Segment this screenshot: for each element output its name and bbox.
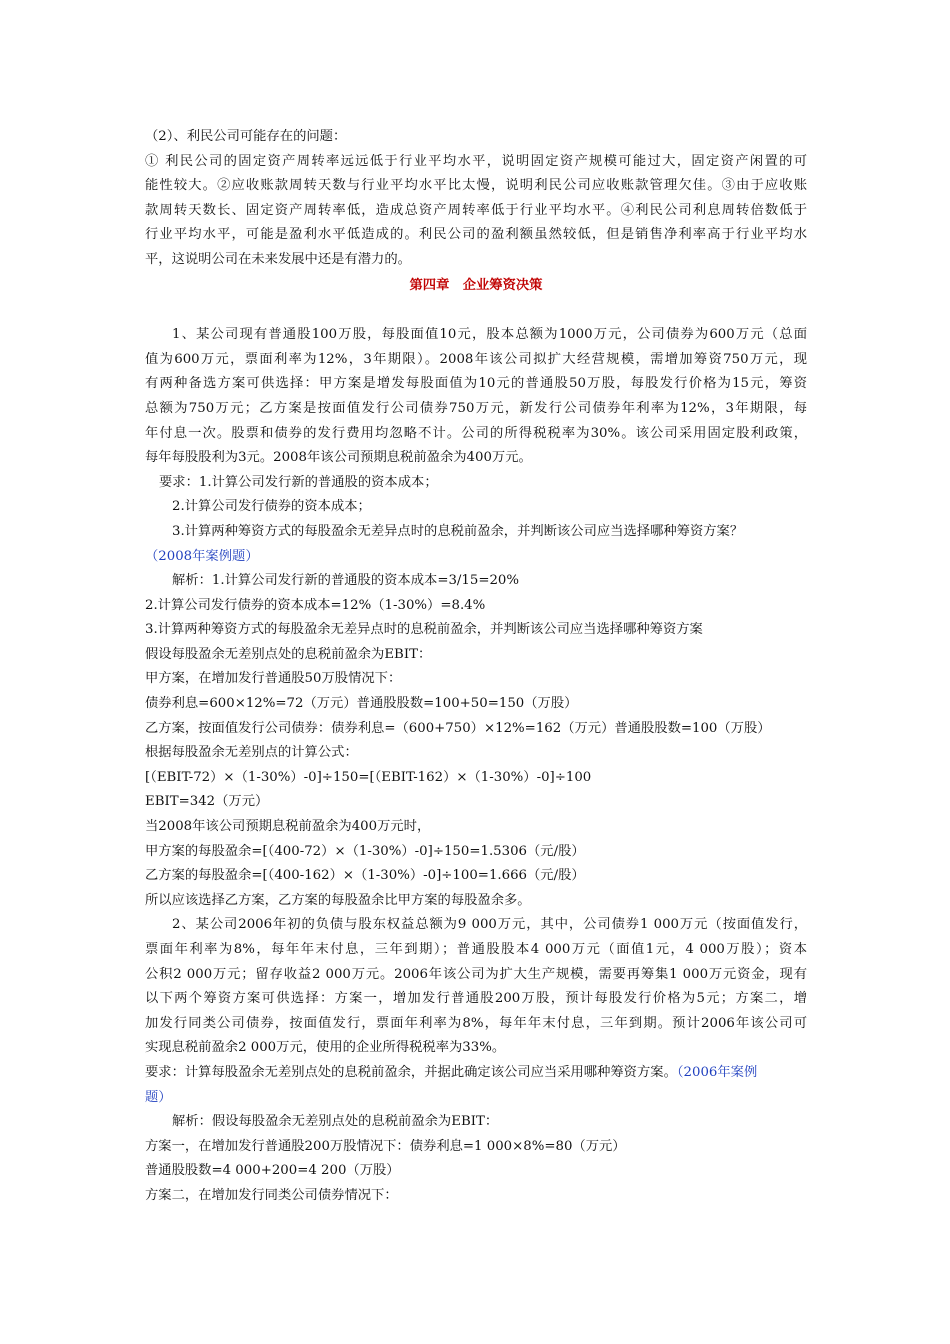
- requirement-line: 3.计算两种筹资方式的每股盈余无差异点时的息税前盈余，并判断该公司应当选择哪种筹资方案？: [172, 523, 744, 539]
- answer-line: 假设每股盈余无差别点处的息税前盈余为EBIT：: [145, 646, 432, 662]
- document-page: [145, 125, 807, 1209]
- paragraph-line: 款周转天数长、固定资产周转率低，造成总资产周转率低于行业平均水平。④利民公司利息周转倍数低于: [145, 202, 807, 218]
- paragraph-line: 平，这说明公司在未来发展中还是有潜力的。: [145, 251, 411, 267]
- requirement-line: 2.计算公司发行债券的资本成本；: [172, 499, 371, 515]
- question-line: 2、某公司2006年初的负债与股东权益总额为9 000万元，其中，公司债券1 000万元（按面值发行，: [172, 917, 807, 933]
- question-line: 1、某公司现有普通股100万股，每股面值10元，股本总额为1000万元，公司债券为600万元（总面: [172, 327, 807, 343]
- question-line: 每年每股股利为3元。2008年该公司预期息税前盈余为400万元。: [145, 450, 532, 466]
- section-heading: （2）、利民公司可能存在的问题：: [145, 129, 347, 144]
- question-line: 以下两个筹资方案可供选择：方案一，增加发行普通股200万股，预计每股发行价格为5元；方案二，增: [145, 991, 807, 1007]
- answer-line: 当2008年该公司预期息税前盈余为400万元时，: [145, 819, 431, 835]
- paragraph-line: ① 利民公司的固定资产周转率远远低于行业平均水平，说明固定资产规模可能过大，固定资产闲置的可: [145, 153, 807, 169]
- paragraph-line: 能性较大。②应收账款周转天数与行业平均水平比太慢，说明利民公司应收账款管理欠佳。③由于应收账: [145, 178, 807, 194]
- answer-line: 3.计算两种筹资方式的每股盈余无差异点时的息税前盈余，并判断该公司应当选择哪种筹资方案: [145, 622, 703, 638]
- formula-line: [（EBIT-72）×（1-30%）-0]÷150=[（EBIT-162）×（1-30%）-0]÷100: [145, 769, 592, 785]
- answer-line: 乙方案，按面值发行公司债券：债券利息=（600+750）×12%=162（万元）普通股股数=100（万股）: [145, 720, 771, 736]
- source-note: （2008年案例题）: [145, 548, 259, 564]
- formula-line: 乙方案的每股盈余=[（400-162）×（1-30%）-0]÷100=1.666（元/股）: [145, 868, 585, 884]
- chapter-title: 第四章 企业筹资决策: [409, 277, 543, 293]
- answer-line: 解析：1.计算公司发行新的普通股的资本成本=3/15=20%: [172, 573, 520, 589]
- answer-line: 方案一，在增加发行普通股200万股情况下：债券利息=1 000×8%=80（万元）: [145, 1138, 626, 1154]
- paragraph-line: 行业平均水平，可能是盈利水平低造成的。利民公司的盈利额虽然较低，但是销售净利率高于行业平均水: [145, 227, 807, 243]
- question-line: 值为600万元，票面利率为12%，3年期限）。2008年该公司拟扩大经营规模，需增加筹资750万元，现: [145, 351, 807, 367]
- requirement-text: 要求：计算每股盈余无差别点处的息税前盈余，并据此确定该公司应当采用哪种筹资方案。: [145, 1064, 677, 1080]
- formula-line: EBIT=342（万元）: [145, 794, 269, 810]
- requirement-line: [145, 1061, 807, 1086]
- spacer: [145, 298, 807, 323]
- source-note-continued: 题）: [145, 1089, 172, 1105]
- question-line: 票面年利率为8%，每年年末付息，三年到期）；普通股股本4 000万元（面值1元，4 000万股）；资本: [145, 942, 807, 957]
- answer-line: 普通股股数=4 000+200=4 200（万股）: [145, 1163, 400, 1179]
- answer-line: 方案二，在增加发行同类公司债券情况下：: [145, 1187, 398, 1203]
- question-line: 年付息一次。股票和债券的发行费用均忽略不计。公司的所得税税率为30%。该公司采用固定股利政策，: [145, 425, 807, 441]
- question-line: 公积2 000万元；留存收益2 000万元。2006年该公司为扩大生产规模，需要再筹集1 000万元资金，现有: [145, 966, 807, 982]
- question-line: 总额为750万元；乙方案是按面值发行公司债券750万元，新发行公司债券年利率为12%，3年期限，每: [145, 400, 807, 416]
- question-line: 有两种备选方案可供选择：甲方案是增发每股面值为10元的普通股50万股，每股发行价格为15元，筹资: [145, 376, 807, 392]
- question-line: 实现息税前盈余2 000万元，使用的企业所得税税率为33%。: [145, 1040, 506, 1056]
- answer-line: 解析：假设每股盈余无差别点处的息税前盈余为EBIT：: [172, 1114, 499, 1130]
- requirement-line: 要求：1.计算公司发行新的普通股的资本成本；: [159, 474, 438, 490]
- answer-line: 甲方案，在增加发行普通股50万股情况下：: [145, 671, 402, 687]
- answer-line: 根据每股盈余无差别点的计算公式：: [145, 745, 358, 761]
- question-line: 加发行同类公司债券，按面值发行，票面年利率为8%，每年年末付息，三年到期。预计2006年该公司可: [145, 1015, 807, 1031]
- answer-line: 债券利息=600×12%=72（万元）普通股股数=100+50=150（万股）: [145, 696, 578, 712]
- source-note: （2006年案例: [676, 1064, 758, 1080]
- answer-line: 所以应该选择乙方案，乙方案的每股盈余比甲方案的每股盈余多。: [145, 892, 531, 908]
- formula-line: 甲方案的每股盈余=[（400-72）×（1-30%）-0]÷150=1.5306（元/股）: [145, 843, 585, 859]
- answer-line: 2.计算公司发行债券的资本成本=12%（1-30%）=8.4%: [145, 597, 486, 613]
